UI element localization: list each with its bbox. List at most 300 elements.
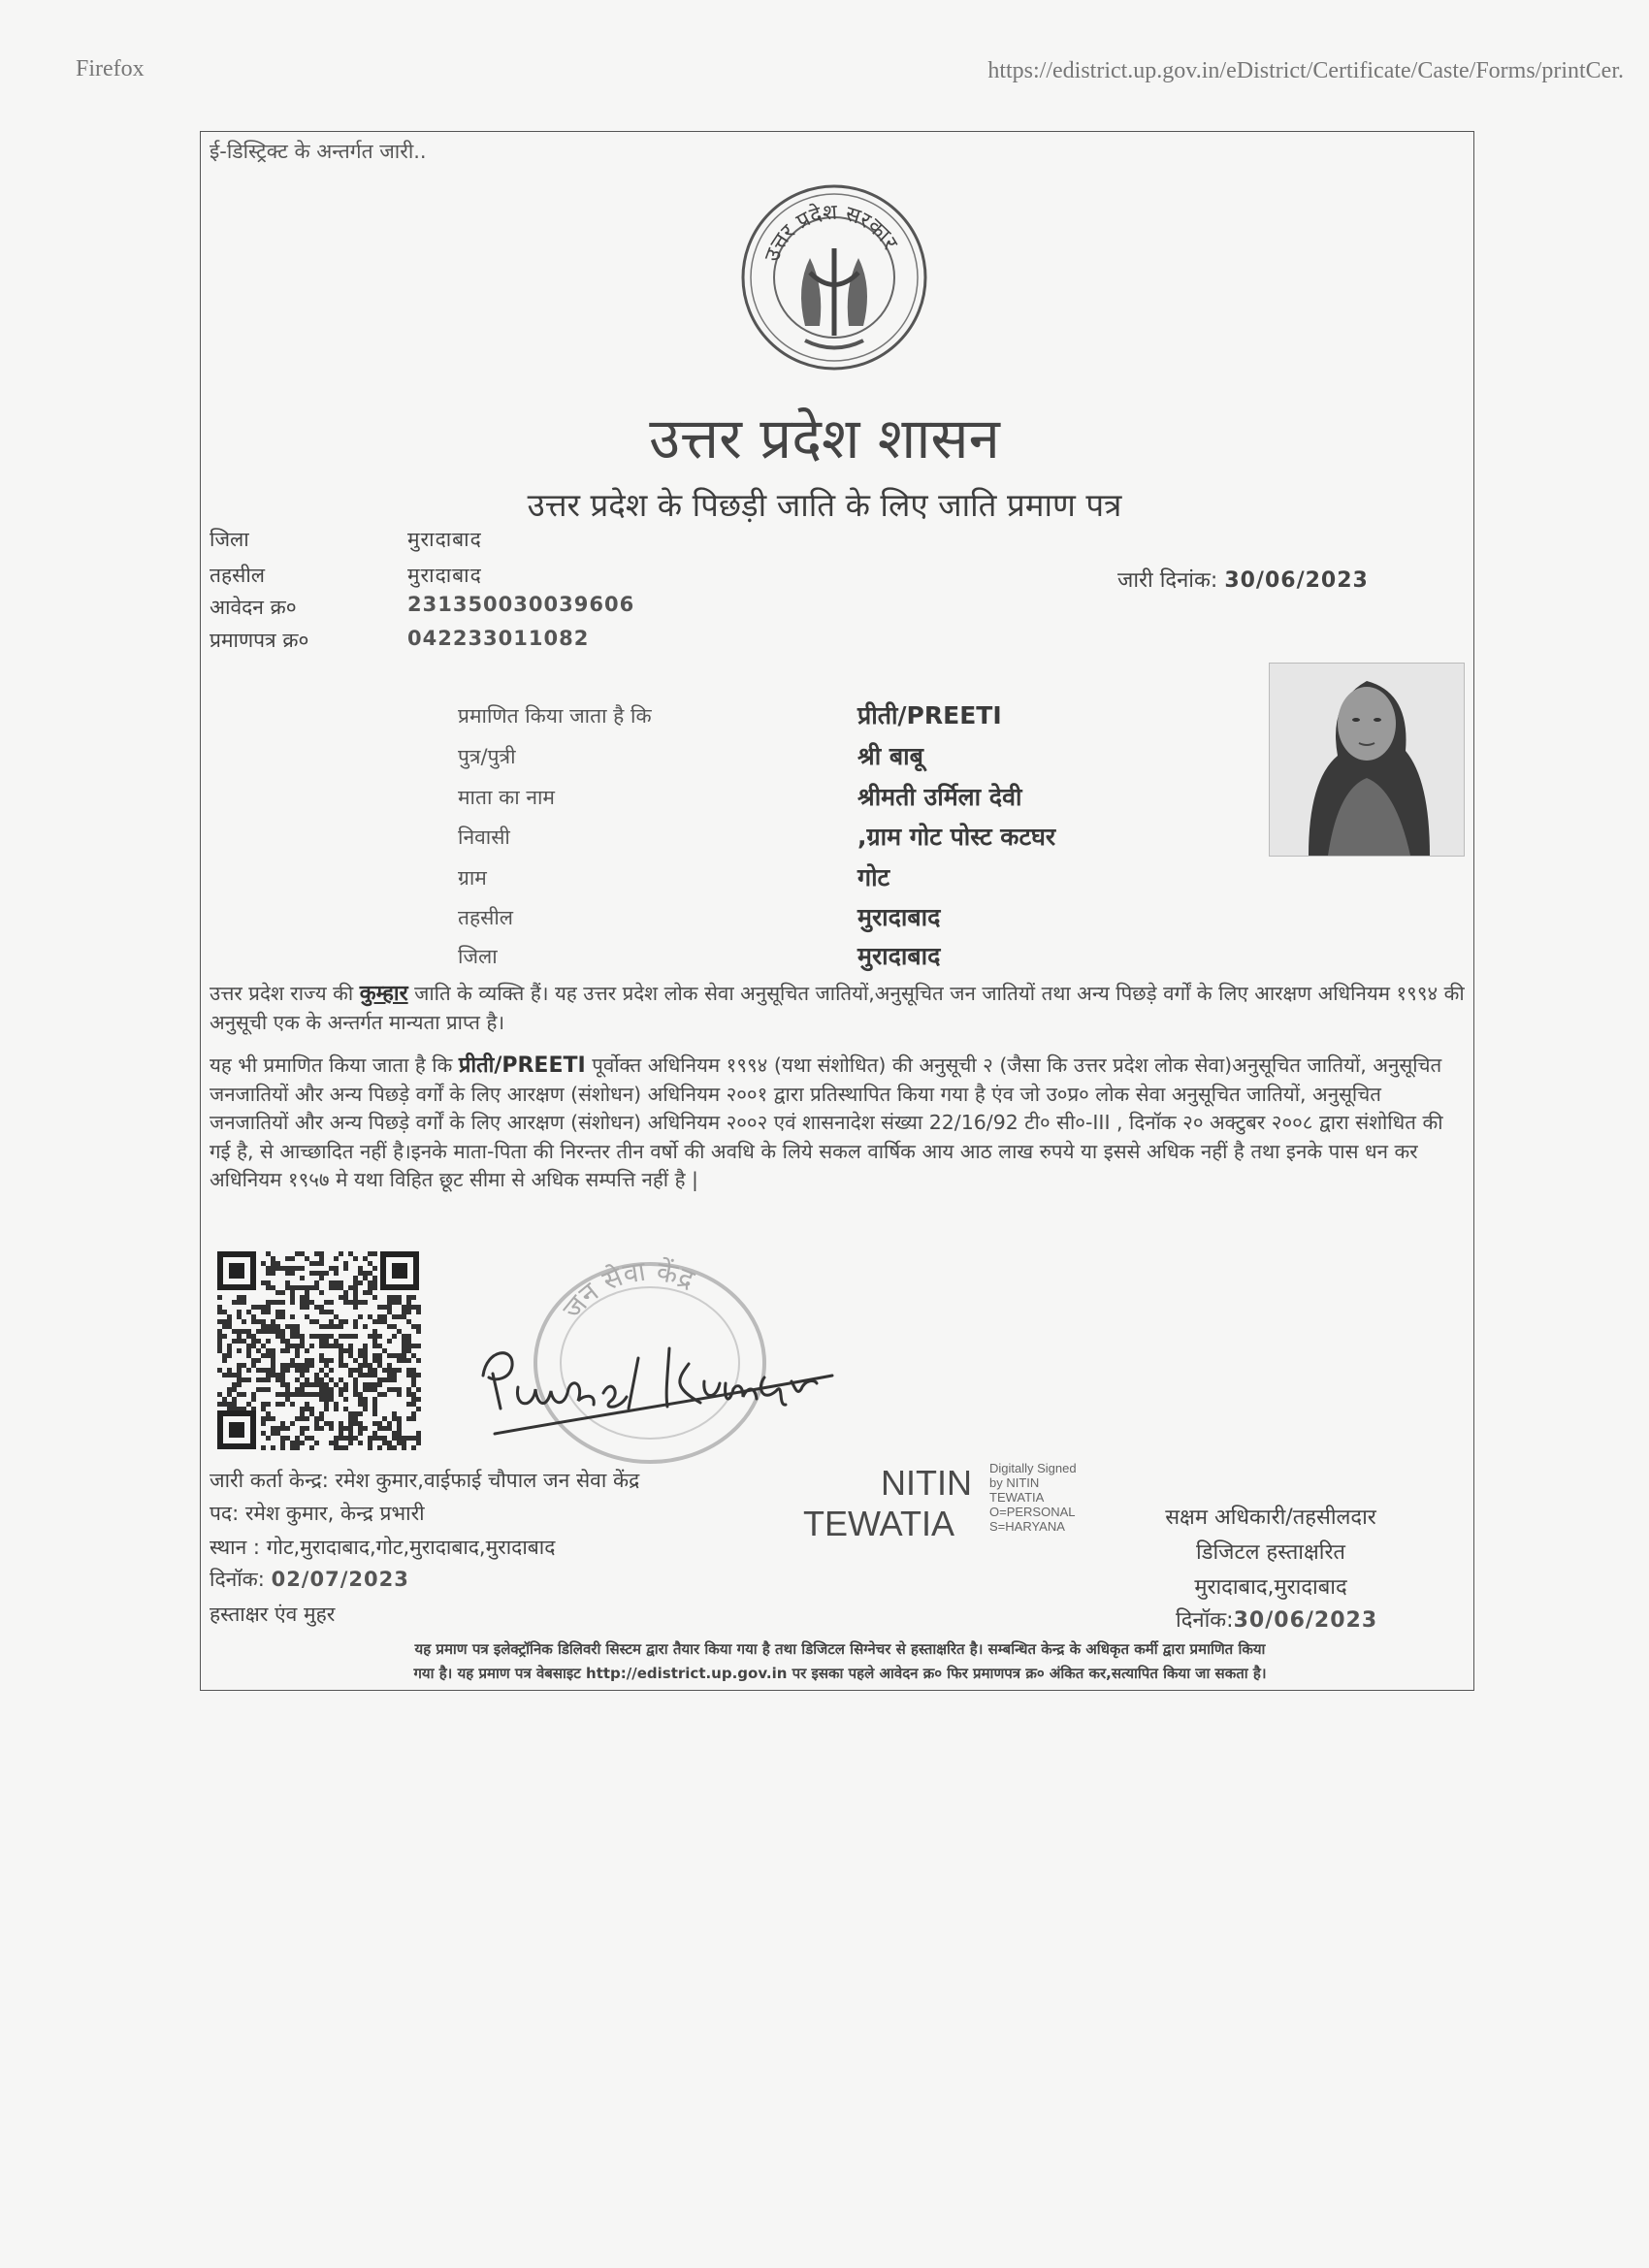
qr-module [324,1363,329,1368]
qr-module [305,1285,309,1290]
qr-module [343,1387,348,1392]
detail-value-village: गोट [857,863,890,891]
qr-module [256,1329,261,1334]
qr-module [275,1314,280,1319]
qr-module [372,1421,377,1426]
qr-module [305,1407,309,1411]
qr-module [358,1411,363,1416]
qr-module [343,1445,348,1450]
qr-module [402,1445,406,1450]
qr-module [324,1300,329,1305]
qr-module [271,1266,275,1271]
qr-module [392,1377,397,1382]
qr-module [334,1344,339,1348]
qr-module [261,1416,266,1421]
qr-module [251,1392,256,1397]
qr-module [305,1368,309,1373]
qr-module [406,1416,411,1421]
qr-module [280,1363,285,1368]
qr-module [280,1382,285,1387]
qr-module [382,1436,387,1441]
qr-module [324,1358,329,1363]
qr-module [416,1431,421,1436]
qr-module [309,1334,314,1339]
qr-module [411,1382,416,1387]
qr-module [387,1421,392,1426]
qr-module [319,1334,324,1339]
qr-module [348,1334,353,1339]
sign-and-seal-label: हस्ताक्षर एंव मुहर [210,1603,336,1626]
qr-module [319,1377,324,1382]
qr-module [387,1377,392,1382]
qr-module [329,1441,334,1445]
qr-module [246,1310,251,1314]
qr-module [343,1334,348,1339]
qr-module [290,1266,295,1271]
qr-module [348,1421,353,1426]
qr-module [339,1285,343,1290]
qr-module [285,1271,290,1276]
qr-module [305,1314,309,1319]
qr-module [397,1426,402,1431]
qr-module [300,1285,305,1290]
qr-module [275,1300,280,1305]
qr-module [372,1329,377,1334]
qr-module [237,1377,242,1382]
qr-module [372,1407,377,1411]
qr-module [387,1373,392,1377]
qr-module [382,1441,387,1445]
qr-module [416,1329,421,1334]
qr-module [237,1295,242,1300]
qr-module [242,1363,246,1368]
qr-module [290,1445,295,1450]
qr-module [261,1353,266,1358]
qr-module [300,1334,305,1339]
qr-module [329,1387,334,1392]
para2-name: प्रीती/PREETI [458,1053,586,1078]
qr-module [392,1431,397,1436]
qr-module [397,1441,402,1445]
detail-label-resident: निवासी [458,826,510,849]
qr-module [402,1314,406,1319]
qr-module [275,1402,280,1407]
qr-module [382,1319,387,1324]
qr-module [411,1436,416,1441]
qr-module [334,1280,339,1285]
qr-module [348,1431,353,1436]
qr-module [217,1344,222,1348]
qr-module [222,1397,227,1402]
qr-module [368,1251,372,1256]
qr-module [358,1426,363,1431]
qr-module [406,1402,411,1407]
qr-module [256,1348,261,1353]
qr-module [377,1377,382,1382]
qr-module [334,1339,339,1344]
qr-module [295,1348,300,1353]
qr-module [353,1358,358,1363]
qr-module [217,1295,222,1300]
qr-module [256,1339,261,1344]
qr-module [416,1436,421,1441]
qr-module [290,1295,295,1300]
qr-module [406,1348,411,1353]
svg-text:उत्तर प्रदेश सरकार [760,201,903,265]
qr-module [353,1300,358,1305]
qr-module [377,1334,382,1339]
qr-module [363,1358,368,1363]
qr-module [295,1387,300,1392]
qr-module [339,1426,343,1431]
issue-date-block [1117,565,1369,594]
qr-module [290,1256,295,1261]
detail-value-resident: ,ग्राम गोट पोस्ट कटघर [857,823,1056,851]
qr-module [305,1358,309,1363]
qr-module [246,1402,251,1407]
qr-module [402,1339,406,1344]
qr-module [285,1426,290,1431]
qr-module [266,1285,271,1290]
qr-module [237,1348,242,1353]
qr-module [363,1344,368,1348]
qr-module [290,1363,295,1368]
qr-module [343,1382,348,1387]
qr-module [343,1261,348,1266]
qr-module [372,1358,377,1363]
qr-module [324,1397,329,1402]
qr-module [266,1251,271,1256]
qr-module [339,1348,343,1353]
qr-module [387,1363,392,1368]
qr-module [348,1251,353,1256]
qr-module [363,1271,368,1276]
qr-module [343,1295,348,1300]
qr-module [305,1305,309,1310]
qr-module [402,1305,406,1310]
qr-module [334,1314,339,1319]
qr-module [339,1251,343,1256]
qr-module [397,1421,402,1426]
qr-module [275,1324,280,1329]
qr-module [406,1334,411,1339]
qr-module [251,1344,256,1348]
qr-module [271,1271,275,1276]
qr-module [237,1392,242,1397]
qr-module [300,1276,305,1280]
qr-module [358,1441,363,1445]
qr-module [329,1324,334,1329]
qr-module [280,1310,285,1314]
qr-module [406,1373,411,1377]
issue-date-value: 30/06/2023 [1224,568,1369,593]
qr-module [285,1397,290,1402]
qr-module [334,1256,339,1261]
qr-module [397,1431,402,1436]
qr-module [324,1373,329,1377]
qr-module [343,1397,348,1402]
qr-module [271,1261,275,1266]
qr-module [285,1387,290,1392]
qr-module [266,1310,271,1314]
qr-module [324,1407,329,1411]
qr-module [290,1358,295,1363]
print-browser-name: Firefox [76,56,145,81]
qr-module [358,1368,363,1373]
qr-module [368,1368,372,1373]
qr-module [348,1344,353,1348]
qr-module [309,1411,314,1416]
qr-module [334,1436,339,1441]
qr-module [411,1392,416,1397]
qr-module [285,1339,290,1344]
qr-module [348,1300,353,1305]
qr-module [372,1285,377,1290]
qr-module [217,1334,222,1339]
qr-module [372,1431,377,1436]
qr-module [246,1329,251,1334]
qr-module [275,1373,280,1377]
qr-module [305,1295,309,1300]
qr-module [358,1397,363,1402]
qr-module [295,1377,300,1382]
certificate-footer-note [210,1637,1471,1686]
qr-module [334,1382,339,1387]
qr-module [217,1368,222,1373]
qr-module [309,1382,314,1387]
qr-module [324,1344,329,1348]
qr-module [309,1285,314,1290]
qr-module [343,1436,348,1441]
qr-module [392,1334,397,1339]
qr-module [368,1261,372,1266]
detail-label-district: जिला [458,945,498,968]
qr-module [377,1319,382,1324]
detail-value-tehsil: मुरादाबाद [857,903,941,931]
qr-module [368,1387,372,1392]
qr-module [353,1256,358,1261]
issued-under-note: ई-डिस्ट्रिक्ट के अन्तर्गत जारी.. [210,140,427,163]
qr-module [251,1397,256,1402]
qr-module [358,1402,363,1407]
qr-module [309,1319,314,1324]
qr-module [319,1261,324,1266]
detail-label-certified: प्रमाणित किया जाता है कि [458,704,652,728]
qr-module [217,1339,222,1344]
qr-module [305,1377,309,1382]
qr-module [217,1310,222,1314]
qr-module [232,1300,237,1305]
qr-module [392,1353,397,1358]
qr-module [266,1280,271,1285]
qr-module [406,1295,411,1300]
qr-module [295,1392,300,1397]
qr-module [397,1416,402,1421]
qr-module [334,1441,339,1445]
qr-module [406,1339,411,1344]
qr-module [411,1344,416,1348]
qr-module [411,1295,416,1300]
qr-module [416,1373,421,1377]
qr-module [295,1324,300,1329]
up-government-emblem [737,180,931,374]
qr-module [300,1411,305,1416]
qr-module [377,1436,382,1441]
officer-date-value: 30/06/2023 [1233,1608,1378,1633]
qr-module [266,1348,271,1353]
qr-module [295,1266,300,1271]
qr-module [280,1329,285,1334]
qr-module [217,1329,222,1334]
qr-module [363,1256,368,1261]
qr-module [339,1295,343,1300]
qr-module [266,1402,271,1407]
qr-module [275,1334,280,1339]
qr-module [353,1411,358,1416]
qr-module [372,1373,377,1377]
qr-module [271,1319,275,1324]
qr-module [309,1407,314,1411]
dsig-detail-line: S=HARYANA [989,1519,1065,1534]
qr-module [329,1421,334,1426]
qr-module [329,1344,334,1348]
qr-module [242,1319,246,1324]
qr-module [387,1387,392,1392]
qr-module [314,1305,319,1310]
qr-module [285,1324,290,1329]
qr-module [363,1290,368,1295]
qr-module [353,1377,358,1382]
qr-module [290,1271,295,1276]
qr-module [222,1324,227,1329]
qr-module [343,1266,348,1271]
qr-module [314,1271,319,1276]
qr-module [309,1445,314,1450]
qr-module [305,1382,309,1387]
qr-module [280,1314,285,1319]
qr-module [387,1305,392,1310]
qr-module [222,1358,227,1363]
qr-module [275,1431,280,1436]
qr-module [339,1377,343,1382]
qr-module [290,1285,295,1290]
qr-module [300,1339,305,1344]
qr-module [319,1271,324,1276]
qr-module [358,1431,363,1436]
qr-module [372,1411,377,1416]
digital-signer-last-name: TEWATIA [803,1504,954,1543]
qr-module [329,1280,334,1285]
qr-module [242,1329,246,1334]
qr-module [343,1290,348,1295]
qr-module [280,1441,285,1445]
qr-module [377,1358,382,1363]
qr-module [343,1319,348,1324]
qr-module [406,1310,411,1314]
qr-module [319,1276,324,1280]
qr-module [411,1445,416,1450]
para2-text-post: पूर्वोक्त अधिनियम १९९४ (यथा संशोधित) की अनुसूची २ (जैसा कि उत्तर प्रदेश लोक सेवा)अनुसूचित जातियों, अनुसूचित जनजातियों और अन्य पिछड़े वर्गों के लिए आरक्षण (संशोधन) अधिनियम २००१ द्वारा प्रतिस्थापित किया गया है एंव जो उ०प्र० लोक सेवा अनुसूचित जातियों, अनुसूचित जनजातियों और अन्य पिछड़े वर्गों के लिए आरक्षण (संशोधन) अधिनियम २००२ एवं शासनादेश संख्या 22/16/92 टी० सी०-III , दिनॉक २० अक्टुबर २००८ द्वारा संशोधित की गई है, से आच्छादित नहीं है।इनके माता-पिता की निरन्तर तीन वर्षो की अवधि के लिये सकल वार्षिक आय आठ लाख रुपये या इससे अधिक नहीं है तथा इनके पास धन कर अधिनियम १९५७ मे यथा विहित छूट सीमा से अधिक सम्पत्ति नहीं है | [210,1053,1443,1191]
qr-module [339,1421,343,1426]
applicant-photo [1269,663,1465,857]
qr-module [334,1271,339,1276]
qr-module [372,1251,377,1256]
meta-value-application-no: 231350030039606 [407,593,635,616]
qr-module [300,1251,305,1256]
qr-module [266,1353,271,1358]
emblem-text: उत्तर प्रदेश सरकार [760,200,902,266]
qr-module [314,1334,319,1339]
qr-module [285,1382,290,1387]
qr-module [416,1387,421,1392]
qr-module [363,1407,368,1411]
qr-module [363,1348,368,1353]
qr-module [387,1426,392,1431]
qr-module [314,1261,319,1266]
qr-module [358,1392,363,1397]
qr-module [290,1344,295,1348]
qr-module [261,1445,266,1450]
qr-module [358,1373,363,1377]
digital-signature-details [989,1461,1077,1534]
qr-module [314,1416,319,1421]
qr-module [319,1290,324,1295]
qr-module [363,1300,368,1305]
qr-module [261,1344,266,1348]
qr-module [275,1266,280,1271]
qr-module [368,1314,372,1319]
qr-module [377,1314,382,1319]
qr-module [280,1373,285,1377]
qr-module [275,1290,280,1295]
qr-module [363,1363,368,1368]
qr-module [368,1271,372,1276]
qr-module [275,1310,280,1314]
qr-module [280,1334,285,1339]
qr-module [397,1353,402,1358]
qr-module [329,1319,334,1324]
qr-module [348,1426,353,1431]
qr-module [368,1436,372,1441]
qr-module [416,1358,421,1363]
qr-module [339,1280,343,1285]
qr-module [411,1416,416,1421]
qr-module [406,1387,411,1392]
qr-module [363,1426,368,1431]
detail-value-father: श्री बाबू [857,742,923,770]
qr-module [363,1382,368,1387]
qr-module [377,1421,382,1426]
qr-module [271,1324,275,1329]
qr-module [392,1373,397,1377]
qr-module [242,1300,246,1305]
qr-module [402,1334,406,1339]
qr-module [358,1363,363,1368]
qr-module [411,1411,416,1416]
qr-module [397,1392,402,1397]
qr-module [353,1421,358,1426]
qr-module [406,1392,411,1397]
qr-module [387,1368,392,1373]
qr-module [261,1310,266,1314]
qr-module [227,1402,232,1407]
qr-module [300,1392,305,1397]
qr-module [305,1290,309,1295]
qr-module [300,1431,305,1436]
qr-module [261,1377,266,1382]
qr-module [319,1305,324,1310]
qr-module [227,1319,232,1324]
